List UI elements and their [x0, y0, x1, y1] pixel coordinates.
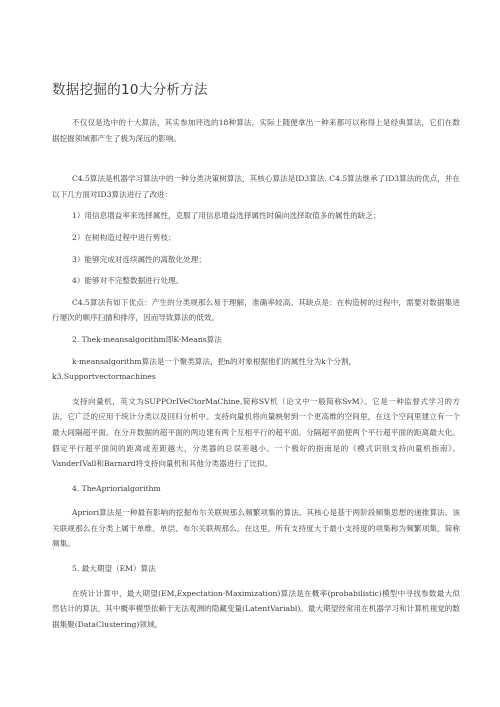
c45-item-4: 4）能够对不完整数据进行处理。 — [72, 276, 184, 286]
em-heading: 5. 最大期望（EM）算法 — [72, 564, 156, 574]
kmeans-paragraph: k-meansalgorithm算法是一个聚类算法，把n的对象根据他们的属性分为k个分割， — [72, 356, 357, 366]
svm-paragraph: 支持向量机，英文为SUPPOrIVeCtorMaChine,简称SV机（论文中一般简称SvM）。它是一种监督式学习的方法，它广泛的应用于统计分类以及回归分析中。支持向量机将向量映射到一个更高维的空间里，在这个空间里建立有一个最大间隔超平面。在分开数据的超平面的两边建有两个互相平行的超平面。分隔超平面使两个平行超平面的距离最大化。假定平行超平面间的距离或差距越大，分类器的总误差越小。一个极好的指南是的《模式识别支持向量机指南》。VanderIVall和Barnard将支持向量机和其他分类器进行了比拟。 — [52, 396, 460, 469]
c45-item-2: 2）在树构造过程中进行剪枝； — [72, 232, 176, 242]
c45-item-1: 1）用信息增益率来选择属性，克服了用信息增益选择属性时偏向选择取值多的属性的缺乏； — [72, 211, 381, 221]
apriori-paragraph: Apriori算法是一种最有影响的挖掘布尔关联规那么频繁项集的算法。其核心是基于两阶段频集思想的递推算法。该关联规那么在分类上属于单维、单层、布尔关联规那么。在这里，所有支持度大于最小支持度的项集称为频繁项集，简称频集。 — [52, 508, 460, 549]
kmeans-heading: 2. Thek-meansalgorithm即K-Means算法 — [72, 334, 222, 344]
page-title: 数据挖掘的10大分析方法 — [52, 82, 208, 98]
c45-summary-paragraph: C4.5算法有如下优点：产生的分类规那么易于理解，准确率较高。其缺点是：在构造树的过程中，需要对数据集进行屡次的顺序扫描和排序，因而导致算法的低效。 — [52, 297, 460, 323]
em-paragraph: 在统计计算中，最大期望(EM,Expectation-Maximization)算法是在概率(probabilistic)模型中寻找参数最大似然估计的算法，其中概率模型依赖于无法观测的隐藏变量(LatentVariabl)。最大期望经常用在机器学习和计算机视觉的数据集聚(DataClustering)领域。 — [52, 588, 460, 629]
apriori-heading: 4. TheApriorialgorithm — [72, 483, 161, 493]
svm-heading: k3.Supportvectormachines — [52, 372, 156, 382]
intro-paragraph: 不仅仅是选中的十大算法，其实参加评选的18种算法，实际上随便拿出一种来都可以称得上是经典算法，它们在数据挖掘领域都产生了极为深远的影响。 — [52, 118, 460, 143]
c45-item-3: 3）能够完成对连续属性的离散化处理； — [72, 254, 206, 264]
c45-intro-paragraph: C4.5算法是机器学习算法中的一种分类决策树算法，其核心算法是ID3算法. C4.5算法继承了ID3算法的优点，并在以下几方面对ID3算法进行了改进： — [52, 174, 460, 199]
